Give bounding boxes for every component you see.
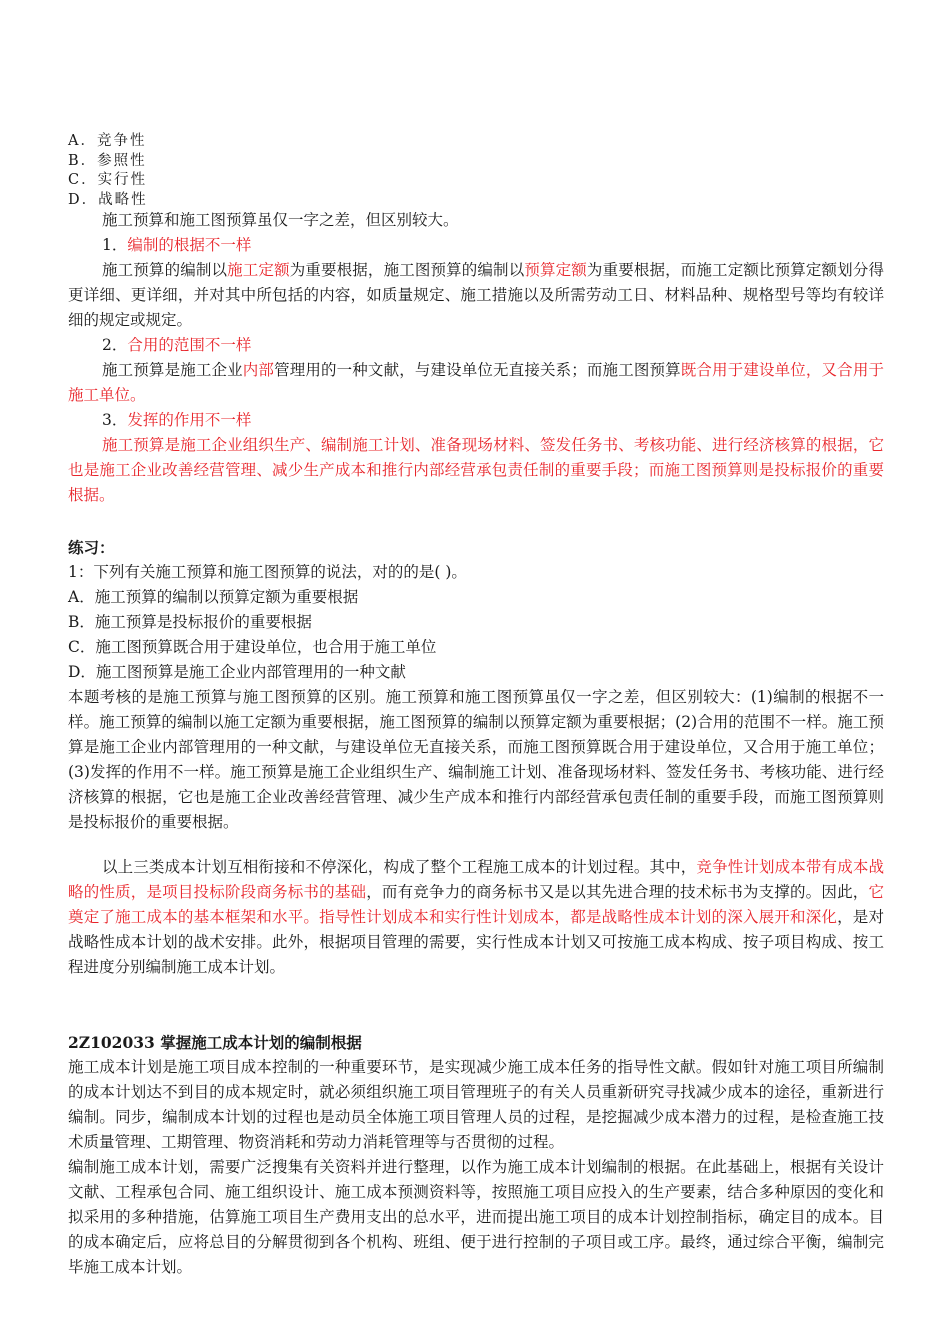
answer-options	[68, 132, 884, 210]
heading-1: 1．编制的根据不一样	[102, 236, 252, 254]
heading-3: 3．发挥的作用不一样	[102, 411, 252, 429]
question-option-c: C．施工图预算既合用于建设单位，也合用于施工单位	[68, 638, 437, 656]
exercise-section	[68, 535, 884, 835]
option-d: D．战略性	[68, 191, 148, 208]
intro-paragraph: 施工预算和施工图预算虽仅一字之差，但区别较大。	[102, 211, 459, 229]
section-2z102033	[68, 1030, 884, 1280]
question-option-b: B．施工预算是投标报价的重要根据	[68, 613, 312, 631]
option-c: C．实行性	[68, 172, 148, 188]
exercise-title: 练习：	[68, 538, 115, 557]
heading-2: 2．合用的范围不一样	[102, 336, 252, 354]
explanation-paragraph: 本题考核的是施工预算与施工图预算的区别。施工预算和施工图预算虽仅一字之差，但区别较大：(1)编制的根据不一样。施工预算的编制以施工定额为重要根据，施工图预算的编制以预算定额为重要根据；(2)合用的范围不一样。施工预算是施工企业内部管理用的一种文献，与建设单位无直接关系，而施工图预算既合用于建设单位，又合用于施工单位；(3)发挥的作用不一样。施工预算是施工企业组织生产、编制施工计划、准备现场材料、签发任务书、考核功能、进行经济核算的根据，它也是施工企业改善经营管理、减少生产成本和推行内部经营承包责任制的重要手段，而施工图预算则是投标报价的重要根据。	[68, 688, 884, 831]
question-option-a: A．施工预算的编制以预算定额为重要根据	[68, 588, 359, 606]
section-title: 2Z102033 掌握施工成本计划的编制根据	[68, 1033, 362, 1052]
paragraph-3: 施工预算是施工企业组织生产、编制施工计划、准备现场材料、签发任务书、考核功能、进行经济核算的根据，它也是施工企业改善经营管理、减少生产成本和推行内部经营承包责任制的重要手段；而施工图预算则是投标报价的重要根据。	[68, 436, 884, 504]
paragraph-2: 施工预算是施工企业内部管理用的一种文献，与建设单位无直接关系；而施工图预算既合用于建设单位，又合用于施工单位。	[68, 361, 884, 404]
question-option-d: D．施工图预算是施工企业内部管理用的一种文献	[68, 663, 406, 681]
question-1: 1：下列有关施工预算和施工图预算的说法，对的的是( )。	[68, 563, 467, 581]
section-paragraph-2: 编制施工成本计划，需要广泛搜集有关资料并进行整理，以作为施工成本计划编制的根据。在此基础上，根据有关设计文献、工程承包合同、施工组织设计、施工成本预测资料等，按照施工项目应投入的生产要素，结合多种原因的变化和拟采用的多种措施，估算施工项目生产费用支出的总水平，进而提出施工项目的成本计划控制指标，确定目的成本。目的成本确定后，应将总目的分解贯彻到各个机构、班组、便于进行控制的子项目或工序。最终，通过综合平衡，编制完毕施工成本计划。	[68, 1158, 884, 1276]
option-a: A．竞争性	[68, 133, 147, 149]
cost-plan-summary	[68, 855, 884, 980]
section-paragraph-1: 施工成本计划是施工项目成本控制的一种重要环节，是实现减少施工成本任务的指导性文献。假如针对施工项目所编制的成本计划达不到目的成本规定时，就必须组织施工项目管理班子的有关人员重新研究寻找减少成本的途径，重新进行编制。同步，编制成本计划的过程也是动员全体施工项目管理人员的过程，是挖掘减少成本潜力的过程，是检查施工技术质量管理、工期管理、物资消耗和劳动力消耗管理等与否贯彻的过程。	[68, 1058, 884, 1151]
comparison-section	[68, 208, 884, 508]
paragraph-1: 施工预算的编制以施工定额为重要根据，施工图预算的编制以预算定额为重要根据，而施工定额比预算定额划分得更详细、更详细，并对其中所包括的内容，如质量规定、施工措施以及所需劳动工日、材料品种、规格型号等均有较详细的规定或规定。	[68, 261, 884, 329]
summary-paragraph: 以上三类成本计划互相衔接和不停深化，构成了整个工程施工成本的计划过程。其中，竞争性计划成本带有成本战略的性质，是项目投标阶段商务标书的基础，而有竞争力的商务标书又是以其先进合理的技术标书为支撑的。因此，它奠定了施工成本的基本框架和水平。指导性计划成本和实行性计划成本，都是战略性成本计划的深入展开和深化，是对战略性成本计划的战术安排。此外，根据项目管理的需要，实行性成本计划又可按施工成本构成、按子项目构成、按工程进度分别编制施工成本计划。	[68, 858, 884, 976]
option-b: B．参照性	[68, 152, 147, 169]
